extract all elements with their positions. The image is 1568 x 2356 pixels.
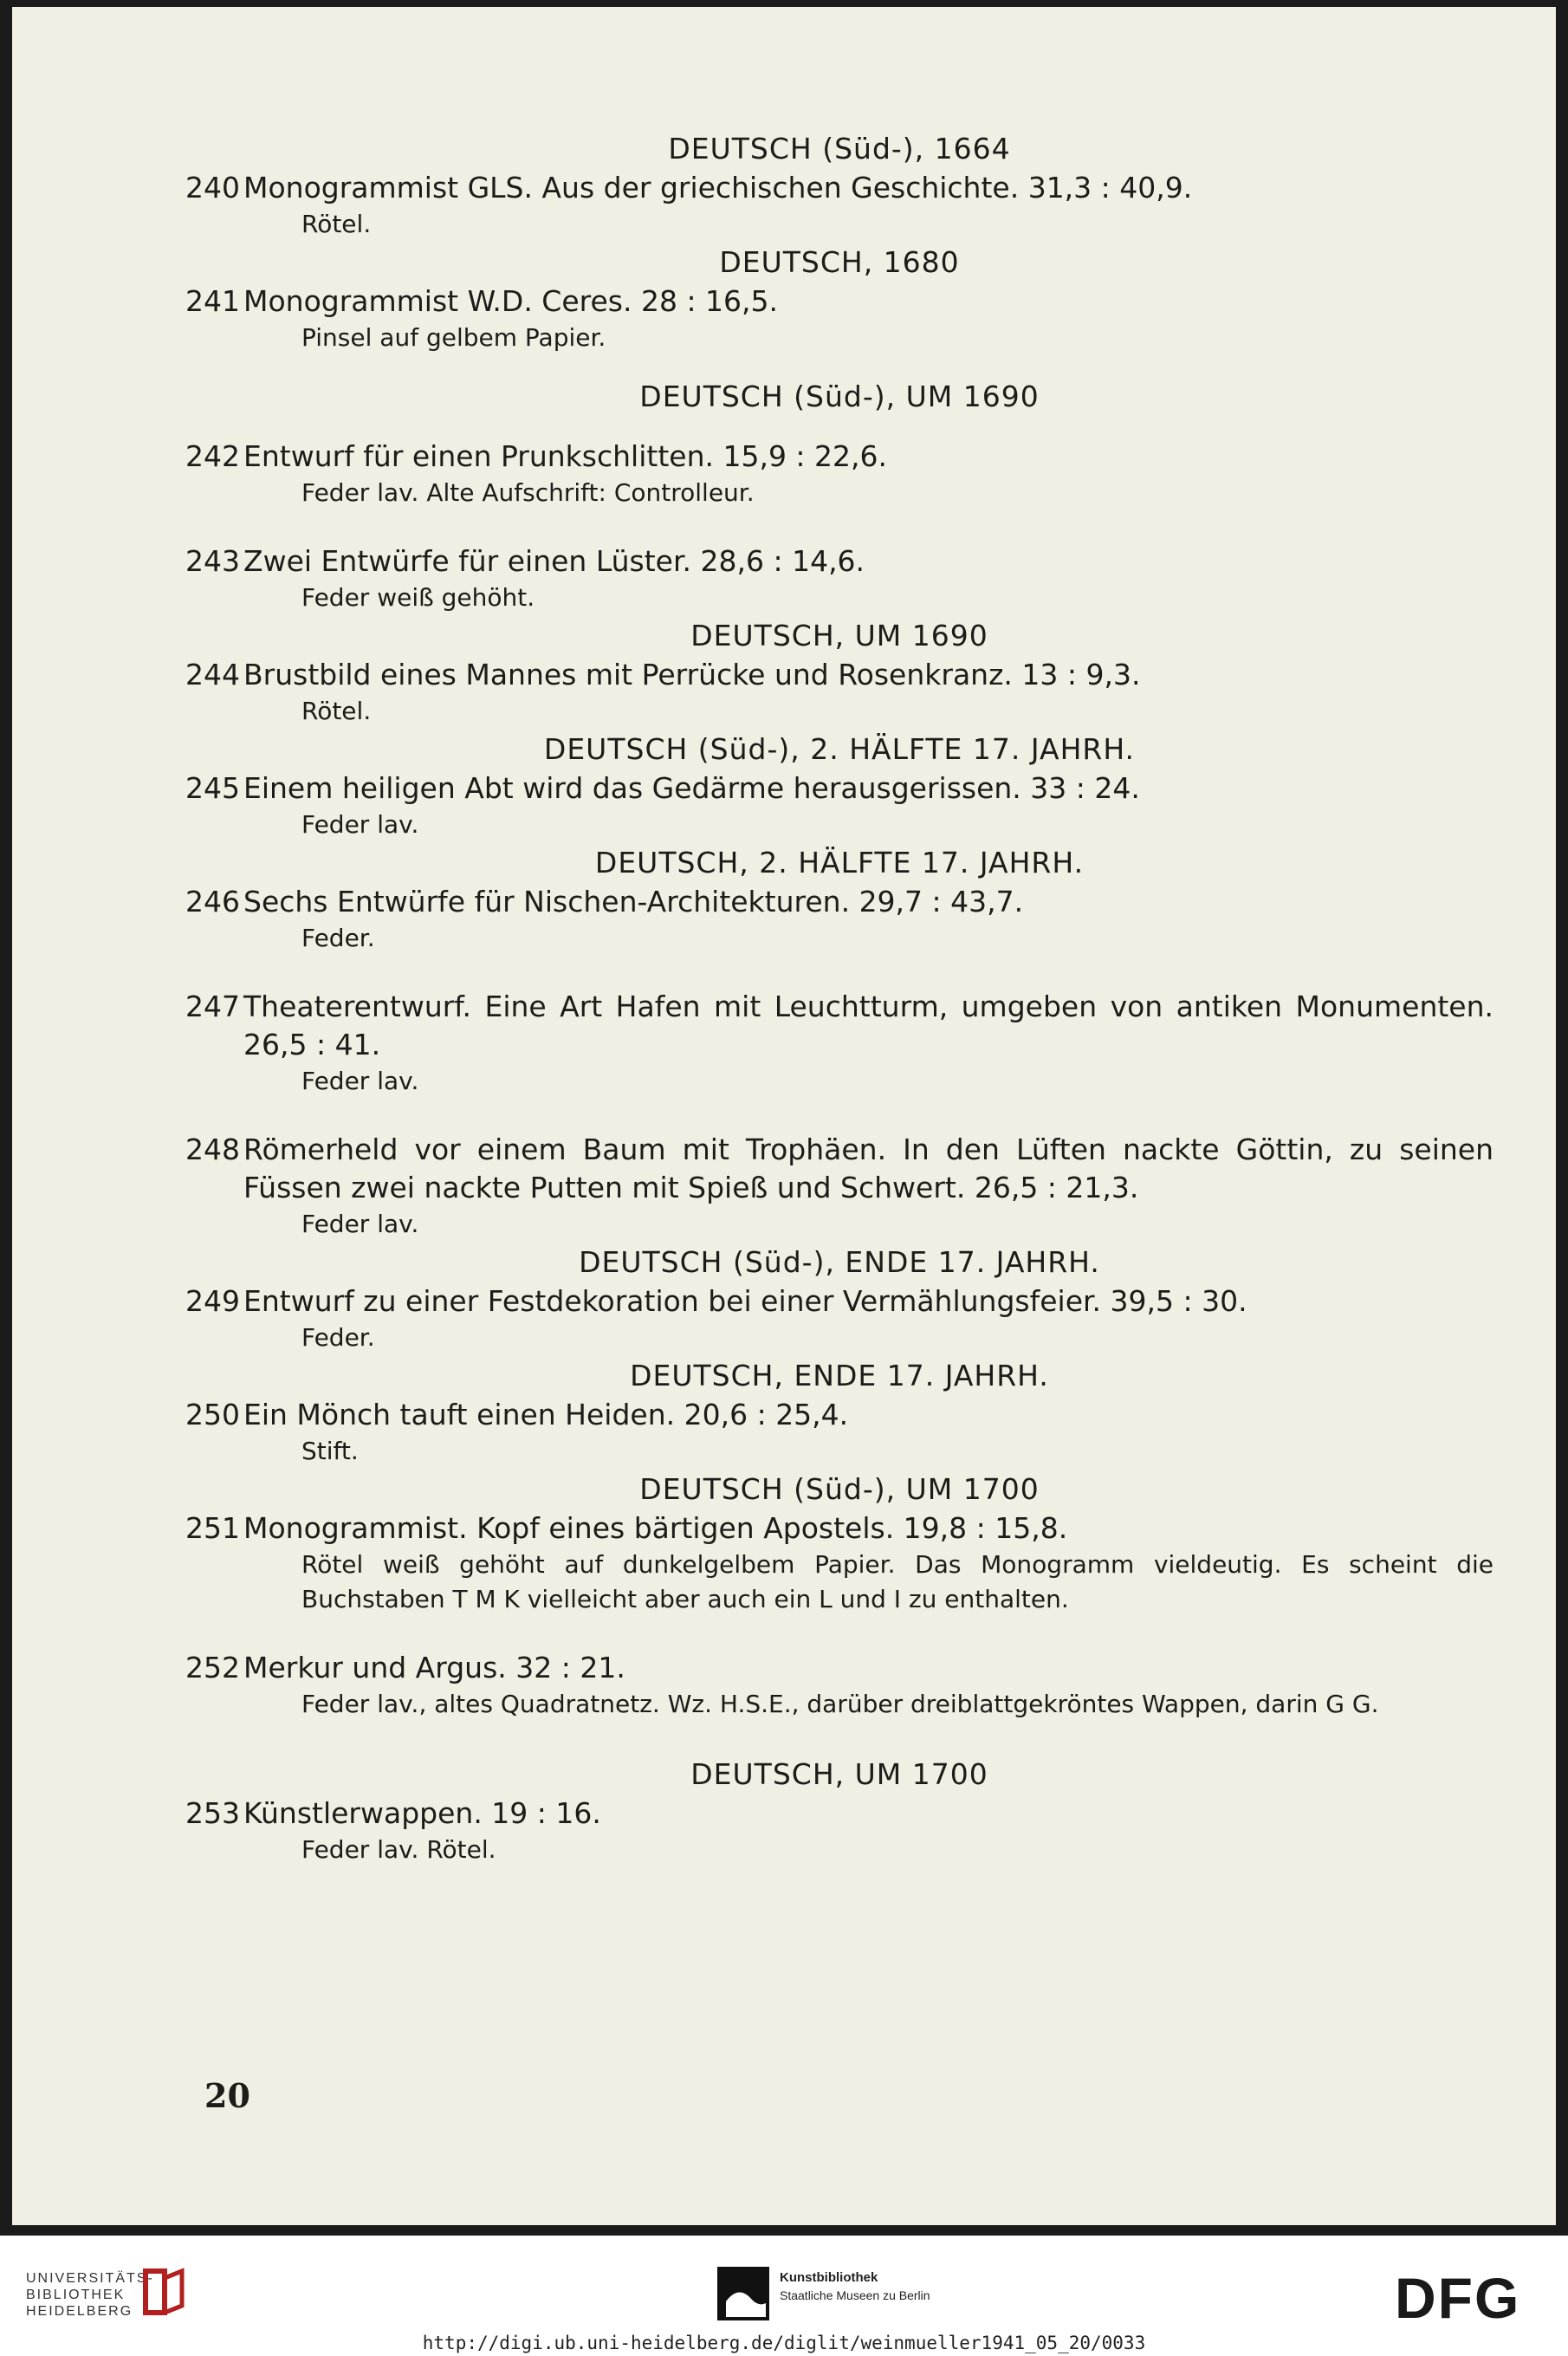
entry-title: Einem heiligen Abt wird das Gedärme herausgerissen. 33 : 24. [243, 771, 1140, 805]
catalog-entry-247 [185, 988, 1493, 1099]
section-heading: DEUTSCH (Süd-), UM 1700 [639, 1472, 1040, 1506]
entry-note: Feder lav., altes Quadratnetz. Wz. H.S.E., darüber dreiblattgekröntes Wappen, darin G G. [301, 1690, 1379, 1718]
catalog-entry-252 [185, 1649, 1493, 1722]
catalog-entry-244 [185, 656, 1493, 729]
catalog-entry-242 [185, 438, 1493, 510]
entry-note: Pinsel auf gelbem Papier. [301, 323, 606, 352]
entry-title: Entwurf für einen Prunkschlitten. 15,9 : 22,6. [243, 439, 887, 473]
page-content [185, 128, 1493, 1867]
university-library-label[interactable] [26, 2270, 156, 2320]
catalog-entry-240 [185, 169, 1493, 242]
entry-title: Entwurf zu einer Festdekoration bei einer Vermählungsfeier. 39,5 : 30. [243, 1284, 1247, 1318]
entry-title: Sechs Entwürfe für Nischen-Architekturen. 29,7 : 43,7. [243, 885, 1024, 918]
entry-note: Feder. [301, 1323, 375, 1352]
catalog-entry-251 [185, 1509, 1493, 1617]
section-heading: DEUTSCH, ENDE 17. JAHRH. [630, 1359, 1049, 1392]
catalog-entry-250 [185, 1396, 1493, 1469]
catalog-entry-246 [185, 883, 1493, 956]
entry-number: 249 [185, 1284, 240, 1318]
entry-title: Monogrammist. Kopf eines bärtigen Apostels. 19,8 : 15,8. [243, 1511, 1068, 1545]
entry-number: 253 [185, 1796, 240, 1830]
entry-note: Feder lav. [301, 810, 419, 839]
catalog-entry-253 [185, 1795, 1493, 1867]
catalog-entry-241 [185, 282, 1493, 355]
entry-number: 248 [185, 1133, 240, 1166]
section-heading: DEUTSCH, 2. HÄLFTE 17. JAHRH. [594, 846, 1085, 879]
section-heading: DEUTSCH (Süd-), ENDE 17. JAHRH. [579, 1245, 1100, 1279]
kb-subtitle: Staatliche Museen zu Berlin [780, 2288, 930, 2302]
entry-title: Monogrammist GLS. Aus der griechischen Geschichte. 31,3 : 40,9. [243, 171, 1193, 204]
entry-note: Rötel weiß gehöht auf dunkelgelbem Papier. Das Monogramm vieldeutig. Es scheint die Buchstaben T M K vielleicht aber auch ein L und I zu enthalten. [301, 1550, 1493, 1613]
entry-number: 250 [185, 1398, 240, 1431]
heidelberg-logo-icon[interactable] [139, 2266, 191, 2320]
kb-title: Kunstbibliothek [780, 2270, 878, 2285]
kunstbibliothek-label[interactable] [780, 2268, 930, 2304]
entry-note: Feder lav. Alte Aufschrift: Controlleur. [301, 478, 755, 507]
section-heading: DEUTSCH (Süd-), 2. HÄLFTE 17. JAHRH. [543, 732, 1136, 766]
page-url[interactable]: http://digi.ub.uni-heidelberg.de/diglit/weinmueller1941_05_20/0033 [422, 2333, 1146, 2353]
entry-number: 241 [185, 284, 240, 318]
dfg-logo[interactable]: DFG [1395, 2266, 1521, 2330]
entry-note: Rötel. [301, 697, 372, 725]
entry-note: Feder. [301, 924, 375, 952]
entry-title: Künstlerwappen. 19 : 16. [243, 1796, 601, 1830]
entry-title: Monogrammist W.D. Ceres. 28 : 16,5. [243, 284, 779, 318]
university-line: BIBLIOTHEK [26, 2288, 126, 2302]
entry-number: 245 [185, 771, 240, 805]
entry-title: Theaterentwurf. Eine Art Hafen mit Leuchtturm, umgeben von antiken Monumenten. 26,5 : 41. [243, 990, 1493, 1061]
section-heading: DEUTSCH, UM 1690 [690, 619, 988, 652]
entry-number: 240 [185, 171, 240, 204]
kunstbibliothek-logo-icon[interactable] [717, 2267, 769, 2320]
section-heading: DEUTSCH (Süd-), 1664 [668, 132, 1011, 166]
entry-title: Zwei Entwürfe für einen Lüster. 28,6 : 14,6. [243, 544, 865, 578]
entry-number: 244 [185, 658, 240, 691]
catalog-entry-243 [185, 542, 1493, 615]
entry-number: 252 [185, 1651, 240, 1684]
catalog-entry-248 [185, 1131, 1493, 1242]
section-heading: DEUTSCH (Süd-), UM 1690 [639, 380, 1040, 413]
entry-note: Feder lav. [301, 1210, 419, 1238]
entry-note: Feder weiß gehöht. [301, 583, 535, 612]
entry-number: 247 [185, 990, 240, 1023]
page-number: 20 [204, 2076, 250, 2115]
entry-note: Feder lav. Rötel. [301, 1835, 496, 1864]
catalog-entry-245 [185, 769, 1493, 842]
entry-note: Stift. [301, 1437, 359, 1465]
section-heading: DEUTSCH, UM 1700 [690, 1757, 988, 1791]
section-heading: DEUTSCH, 1680 [719, 245, 960, 279]
entry-title: Römerheld vor einem Baum mit Trophäen. In den Lüften nackte Göttin, zu seinen Füssen zwei nackte Putten mit Spieß und Schwert. 26,5 : 21,3. [243, 1133, 1493, 1204]
entry-number: 251 [185, 1511, 240, 1545]
entry-title: Ein Mönch tauft einen Heiden. 20,6 : 25,4. [243, 1398, 849, 1431]
entry-number: 246 [185, 885, 240, 918]
university-line: HEIDELBERG [26, 2304, 133, 2319]
catalog-entry-249 [185, 1282, 1493, 1355]
entry-number: 243 [185, 544, 240, 578]
entry-note: Feder lav. [301, 1067, 419, 1095]
entry-note: Rötel. [301, 210, 372, 238]
entry-title: Merkur und Argus. 32 : 21. [243, 1651, 625, 1684]
entry-title: Brustbild eines Mannes mit Perrücke und Rosenkranz. 13 : 9,3. [243, 658, 1141, 691]
entry-number: 242 [185, 439, 240, 473]
scanned-page [12, 7, 1556, 2225]
university-line: UNIVERSITÄTS- [26, 2271, 154, 2286]
